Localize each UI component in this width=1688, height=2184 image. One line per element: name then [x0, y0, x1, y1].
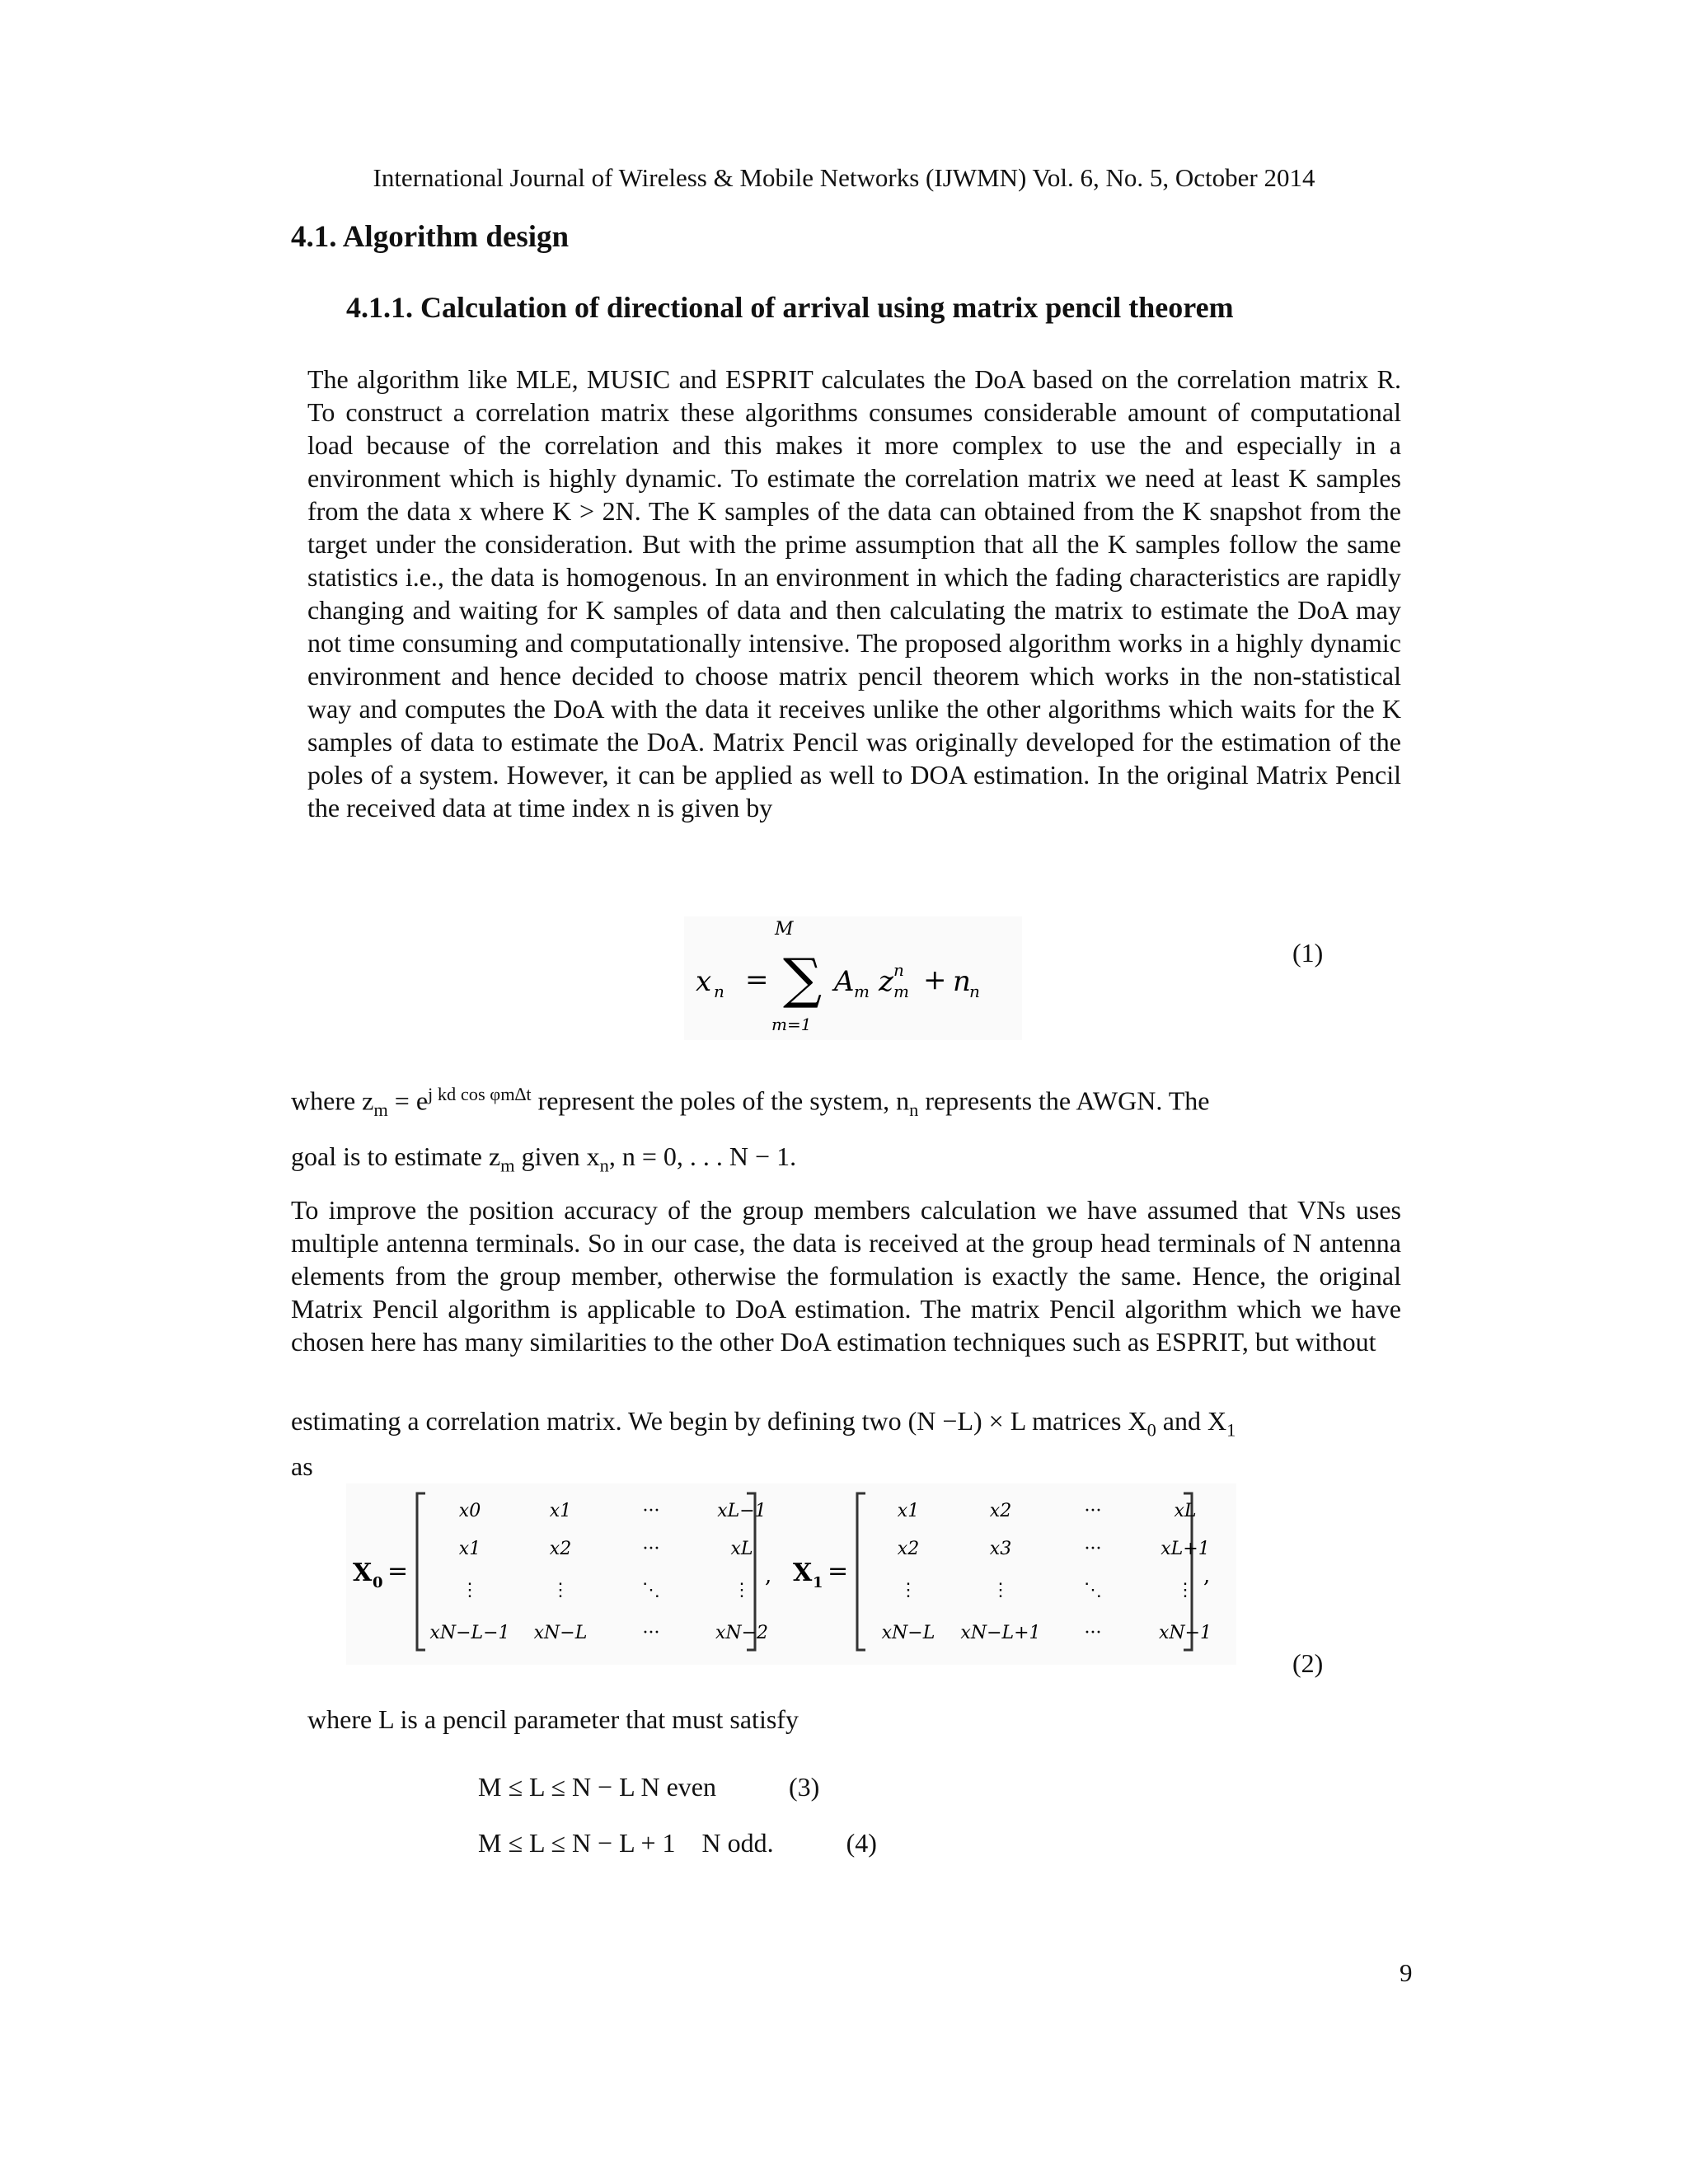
- paragraph-poles-line2: [291, 1133, 1401, 1188]
- x0-cell-r3-c1: xN−L: [533, 1623, 588, 1643]
- x0-cell-r2-c2: ⋱: [642, 1580, 660, 1601]
- x0-cells: [429, 1501, 768, 1643]
- x1-cell-r2-c0: ⋮: [899, 1580, 917, 1601]
- poles-sub-m: m: [373, 1099, 388, 1121]
- x0-label-sub: 0: [373, 1574, 383, 1591]
- x0-cell-r0-c3: xL−1: [717, 1501, 767, 1521]
- equation-1: [684, 916, 1022, 1040]
- tail-sub-0: 0: [1146, 1419, 1156, 1441]
- eq1-lhs: x: [696, 965, 712, 998]
- paragraph-intro-text: The algorithm like MLE, MUSIC and ESPRIT calculates the DoA based on the correlation matrix R. To construct a correlation matrix these algorithms consumes considerable amount of computational load because of the correlation and this makes it more complex to use the and especially in a environment which is highly dynamic. To estimate the correlation matrix we need at least K samples from the data x where K > 2N. The K samples of the data can obtained from the K snapshot from the target under the consideration. But with the prime assumption that all the K samples follow the same statistics i.e., the data is homogenous. In an environment in which the fading characteristics are rapidly changing and waiting for K samples of data and then calculating the matrix to estimate the DoA may not time consuming and computationally intensive. The proposed algorithm works in a highly dynamic environment and hence decided to choose matrix pencil theorem which works in the non-statistical way and computes the DoA with the data it receives unlike the other algorithms which waits for the K samples of data to estimate the DoA. Matrix Pencil was originally developed for the estimation of the poles of a system. However, it can be applied as well to DOA estimation. In the original Matrix Pencil the received data at time index n is given by: [307, 364, 1401, 823]
- x1-cell-r0-c0: x1: [897, 1501, 920, 1521]
- x0-label: X: [353, 1558, 373, 1587]
- x1-cell-r2-c2: ⋱: [1084, 1580, 1102, 1601]
- x0-cell-r3-c3: xN−2: [715, 1623, 769, 1643]
- eq1-term-sub: m: [854, 982, 870, 1001]
- x0-cell-r1-c1: x2: [549, 1539, 572, 1559]
- x1-cell-r2-c1: ⋮: [992, 1580, 1010, 1601]
- subsection-heading: 4.1.1. Calculation of directional of arrival using matrix pencil theorem: [346, 291, 1234, 324]
- x1-cell-r0-c1: x2: [989, 1501, 1012, 1521]
- x1-equals: =: [828, 1557, 849, 1586]
- paragraph-intro: [307, 363, 1401, 824]
- goal-text-b: given x: [514, 1141, 600, 1172]
- x1-cell-r1-c3: xL+1: [1160, 1539, 1210, 1559]
- comma-1: ,: [765, 1563, 772, 1588]
- section-heading: 4.1. Algorithm design: [291, 220, 570, 254]
- tail-text-b: and X: [1156, 1406, 1227, 1436]
- goal-text-c: , n = 0, . . . N − 1.: [608, 1141, 797, 1172]
- x0-cell-r2-c1: ⋮: [551, 1580, 570, 1601]
- paragraph-antenna-tail-as: as: [291, 1451, 313, 1482]
- condition-odd-number: (4): [846, 1828, 877, 1858]
- x1-label: X: [793, 1558, 813, 1587]
- x1-cell-r1-c0: x2: [897, 1539, 920, 1559]
- paragraph-antenna-tail: [291, 1399, 1401, 1488]
- x0-cell-r0-c2: ···: [642, 1501, 660, 1521]
- paragraph-antenna-text: To improve the position accuracy of the group members calculation we have assumed that VNs uses multiple antenna terminals. So in our case, the data is received at the group head terminals of N antenna elements from the group member, otherwise the formulation is exactly the same. Hence, the original Matrix Pencil algorithm is applicable to DoA estimation. The matrix Pencil algorithm which we have chosen here has many similarities to the other DoA estimation techniques such as ESPRIT, but without: [291, 1195, 1401, 1357]
- x0-cell-r1-c3: xL: [730, 1539, 753, 1559]
- x1-cell-r1-c2: ···: [1084, 1539, 1102, 1559]
- x1-left-bracket: [857, 1493, 865, 1650]
- x1-cell-r2-c3: ⋮: [1176, 1580, 1194, 1601]
- x1-cell-r3-c1: xN−L+1: [960, 1623, 1041, 1643]
- x0-cell-r0-c0: x0: [458, 1501, 481, 1521]
- sum-upper-limit: M: [775, 919, 794, 940]
- x0-left-bracket: [417, 1493, 425, 1650]
- eq1-noise: n: [953, 965, 971, 998]
- x0-cell-r3-c2: ···: [642, 1623, 660, 1643]
- x0-equals: =: [387, 1557, 409, 1586]
- x1-cell-r1-c1: x3: [989, 1539, 1012, 1559]
- equation-1-graphic: [684, 916, 1022, 1040]
- x1-cell-r3-c0: xN−L: [881, 1623, 935, 1643]
- x1-label-sub: 1: [813, 1574, 823, 1591]
- goal-sub-n: n: [599, 1155, 609, 1176]
- x0-cell-r2-c3: ⋮: [733, 1580, 751, 1601]
- x0-cell-r2-c0: ⋮: [461, 1580, 479, 1601]
- eq1-z-sub: m: [893, 982, 909, 1001]
- poles-text-eq: = e: [387, 1085, 429, 1116]
- paragraph-pencil: where L is a pencil parameter that must satisfy: [307, 1704, 799, 1734]
- equation-2: [346, 1483, 1236, 1665]
- paragraph-poles-line1: [291, 1071, 1401, 1133]
- eq1-z: z: [879, 965, 893, 998]
- tail-text-a: estimating a correlation matrix. We begin by defining two (N −L) × L matrices X: [291, 1406, 1147, 1436]
- comma-2: ,: [1203, 1563, 1211, 1588]
- poles-sub-n: n: [909, 1099, 919, 1121]
- tail-sub-1: 1: [1226, 1419, 1236, 1441]
- paragraph-poles: [291, 1071, 1401, 1188]
- goal-sub-m: m: [500, 1155, 515, 1176]
- eq1-z-sup: n: [893, 960, 904, 980]
- x1-cell-r3-c3: xN−1: [1158, 1623, 1212, 1643]
- paragraph-antenna: [291, 1193, 1401, 1358]
- eq1-lhs-sub: n: [714, 982, 724, 1001]
- condition-even-text: M ≤ L ≤ N − L N even: [478, 1772, 716, 1802]
- running-head: International Journal of Wireless & Mobile Networks (IJWMN) Vol. 6, No. 5, October 2014: [373, 163, 1315, 192]
- eq1-equals: =: [745, 963, 769, 996]
- eq1-noise-sub: n: [969, 982, 980, 1001]
- paragraph-antenna-tail-line: [291, 1399, 1401, 1451]
- eq1-term: A: [834, 965, 855, 998]
- condition-odd-text: M ≤ L ≤ N − L + 1 N odd.: [478, 1828, 774, 1858]
- x0-cell-r1-c2: ···: [642, 1539, 660, 1559]
- eq1-plus: +: [923, 963, 947, 996]
- x0-cell-r1-c0: x1: [458, 1539, 481, 1559]
- equation-2-graphic: [346, 1483, 1236, 1665]
- x1-cell-r3-c2: ···: [1084, 1623, 1102, 1643]
- poles-text-a: where z: [291, 1085, 374, 1116]
- condition-even: [478, 1772, 819, 1802]
- equation-2-number: (2): [1292, 1648, 1324, 1678]
- x0-cell-r0-c1: x1: [549, 1501, 572, 1521]
- poles-text-c: represents the AWGN. The: [918, 1085, 1210, 1116]
- sum-lower-limit: m=1: [771, 1015, 812, 1034]
- equation-1-number: (1): [1292, 938, 1324, 968]
- x1-cell-r0-c2: ···: [1084, 1501, 1102, 1521]
- page-number: 9: [1400, 1958, 1413, 1987]
- x1-cells: [882, 1501, 1212, 1643]
- poles-sup: j kd cos φm∆t: [428, 1084, 532, 1104]
- x0-cell-r3-c0: xN−L−1: [429, 1623, 510, 1643]
- poles-text-b: represent the poles of the system, n: [531, 1085, 910, 1116]
- sum-symbol-icon: ∑: [783, 947, 823, 1010]
- condition-odd: [478, 1828, 877, 1858]
- condition-even-number: (3): [788, 1772, 820, 1802]
- goal-text-a: goal is to estimate z: [291, 1141, 501, 1172]
- x1-cell-r0-c3: xL: [1174, 1501, 1197, 1521]
